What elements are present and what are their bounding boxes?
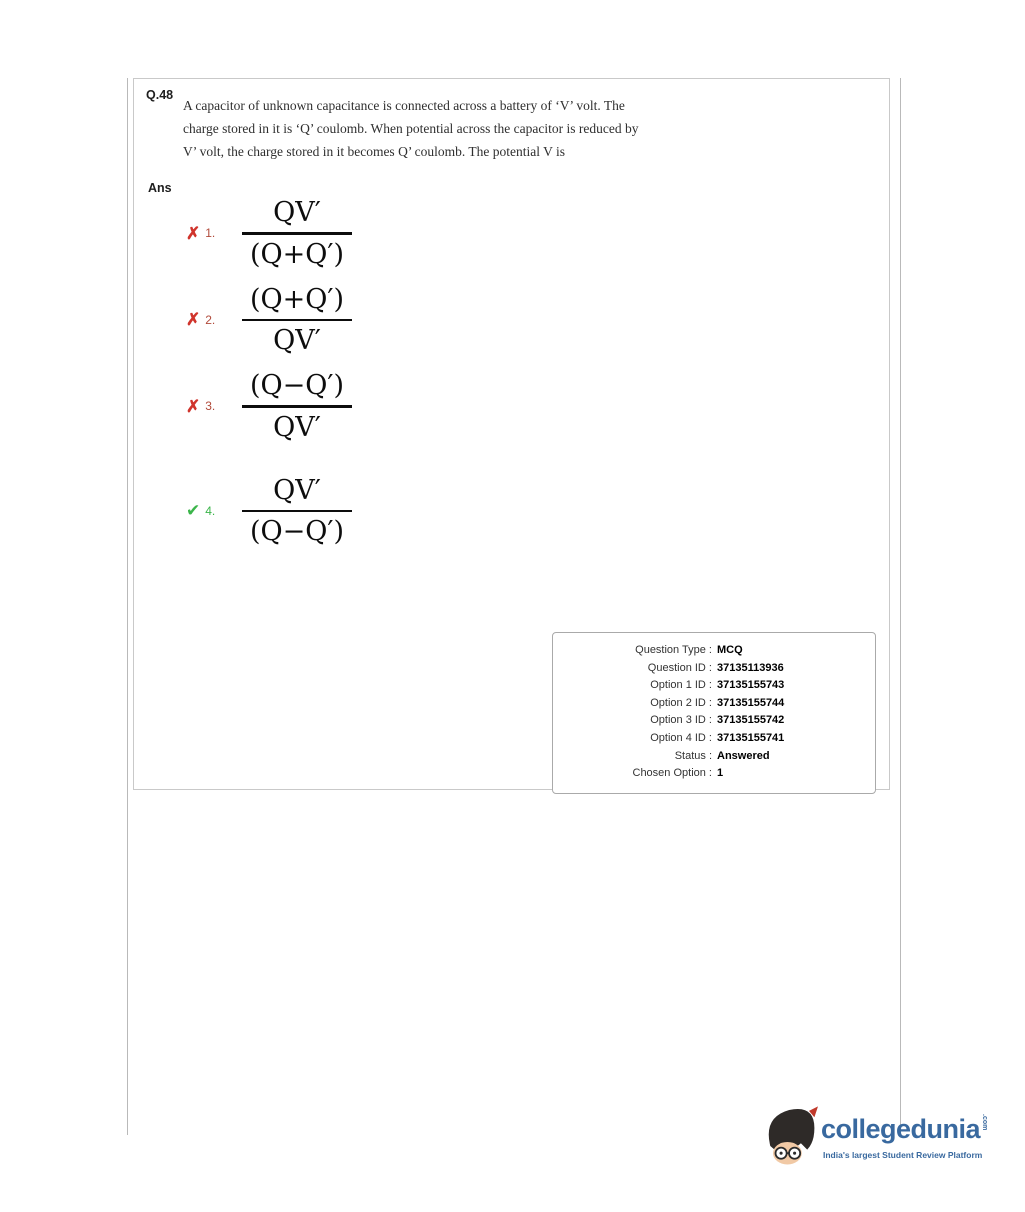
option-3 <box>186 370 352 443</box>
option-2-mark <box>186 311 232 328</box>
fraction-numerator: QV′ <box>273 197 321 228</box>
option-1-fraction <box>242 197 352 270</box>
fraction-denominator: (Q+Q′) <box>250 238 345 270</box>
question-meta-box <box>552 632 876 794</box>
option-4-mark <box>186 502 232 519</box>
meta-value: 37135113936 <box>717 661 784 674</box>
meta-value: 37135155743 <box>717 679 785 692</box>
meta-label: Option 3 ID : <box>650 714 712 727</box>
meta-value: MCQ <box>717 644 743 656</box>
brand-suffix: .com <box>981 1114 989 1131</box>
meta-row-question-type <box>565 642 863 660</box>
fraction-bar <box>242 232 352 235</box>
mascot-icon <box>764 1104 818 1170</box>
option-2 <box>186 284 352 357</box>
meta-label: Option 1 ID : <box>650 679 712 692</box>
meta-row-option-1-id <box>565 677 863 695</box>
option-number: 4. <box>205 503 216 518</box>
meta-value: 37135155742 <box>717 714 785 727</box>
meta-value: 37135155744 <box>717 696 785 709</box>
page-rule-left <box>127 78 128 1135</box>
page-rule-right <box>900 78 901 1135</box>
meta-label: Status : <box>674 749 712 762</box>
meta-row-option-4-id <box>565 730 863 748</box>
fraction-bar <box>242 405 352 408</box>
option-3-mark <box>186 398 232 415</box>
meta-row-status <box>565 748 863 766</box>
meta-row-question-id <box>565 660 863 678</box>
cross-icon: ✗ <box>186 396 201 416</box>
meta-row-chosen-option <box>565 765 863 783</box>
option-2-fraction <box>242 284 352 357</box>
fraction-bar <box>242 510 352 513</box>
meta-row-option-3-id <box>565 712 863 730</box>
cross-icon: ✗ <box>186 223 201 243</box>
option-4-fraction <box>242 475 352 548</box>
option-3-fraction <box>242 370 352 443</box>
check-icon: ✔ <box>186 501 201 521</box>
meta-value: Answered <box>717 749 770 762</box>
question-card <box>133 78 890 790</box>
question-number: Q.48 <box>146 88 174 102</box>
brand-name-line <box>821 1114 988 1145</box>
answer-label: Ans <box>148 181 172 195</box>
meta-value: 1 <box>717 767 724 780</box>
fraction-bar <box>242 319 352 322</box>
option-number: 1. <box>205 226 216 241</box>
meta-label: Question ID : <box>647 661 712 674</box>
option-number: 3. <box>205 399 216 414</box>
meta-label: Question Type : <box>635 644 712 656</box>
fraction-denominator: (Q−Q′) <box>250 516 345 547</box>
fraction-denominator: QV′ <box>273 325 321 356</box>
meta-row-option-2-id <box>565 695 863 713</box>
options-list <box>186 197 352 561</box>
brand-name: collegedunia <box>821 1114 981 1144</box>
option-1 <box>186 197 352 270</box>
option-number: 2. <box>205 312 216 327</box>
option-1-mark <box>186 225 232 242</box>
collegedunia-logo <box>764 1100 1004 1175</box>
brand-tagline: India's largest Student Review Platform <box>823 1150 983 1160</box>
fraction-numerator: QV′ <box>273 474 321 506</box>
question-text: A capacitor of unknown capacitance is connected across a battery of ‘V’ volt. The charge stored in it is ‘Q’ coulomb. When potential across the capacitor is reduced by V’ volt, the charge stored in it becomes Q’ coulomb. The potential V is <box>183 98 639 159</box>
meta-value: 37135155741 <box>717 731 785 744</box>
fraction-denominator: QV′ <box>273 411 321 443</box>
option-4 <box>186 475 352 548</box>
fraction-numerator: (Q+Q′) <box>250 283 345 315</box>
fraction-numerator: (Q−Q′) <box>250 370 345 401</box>
meta-label: Option 2 ID : <box>650 696 712 709</box>
meta-label: Chosen Option : <box>632 767 712 780</box>
cross-icon: ✗ <box>186 310 201 330</box>
meta-label: Option 4 ID : <box>650 731 712 744</box>
